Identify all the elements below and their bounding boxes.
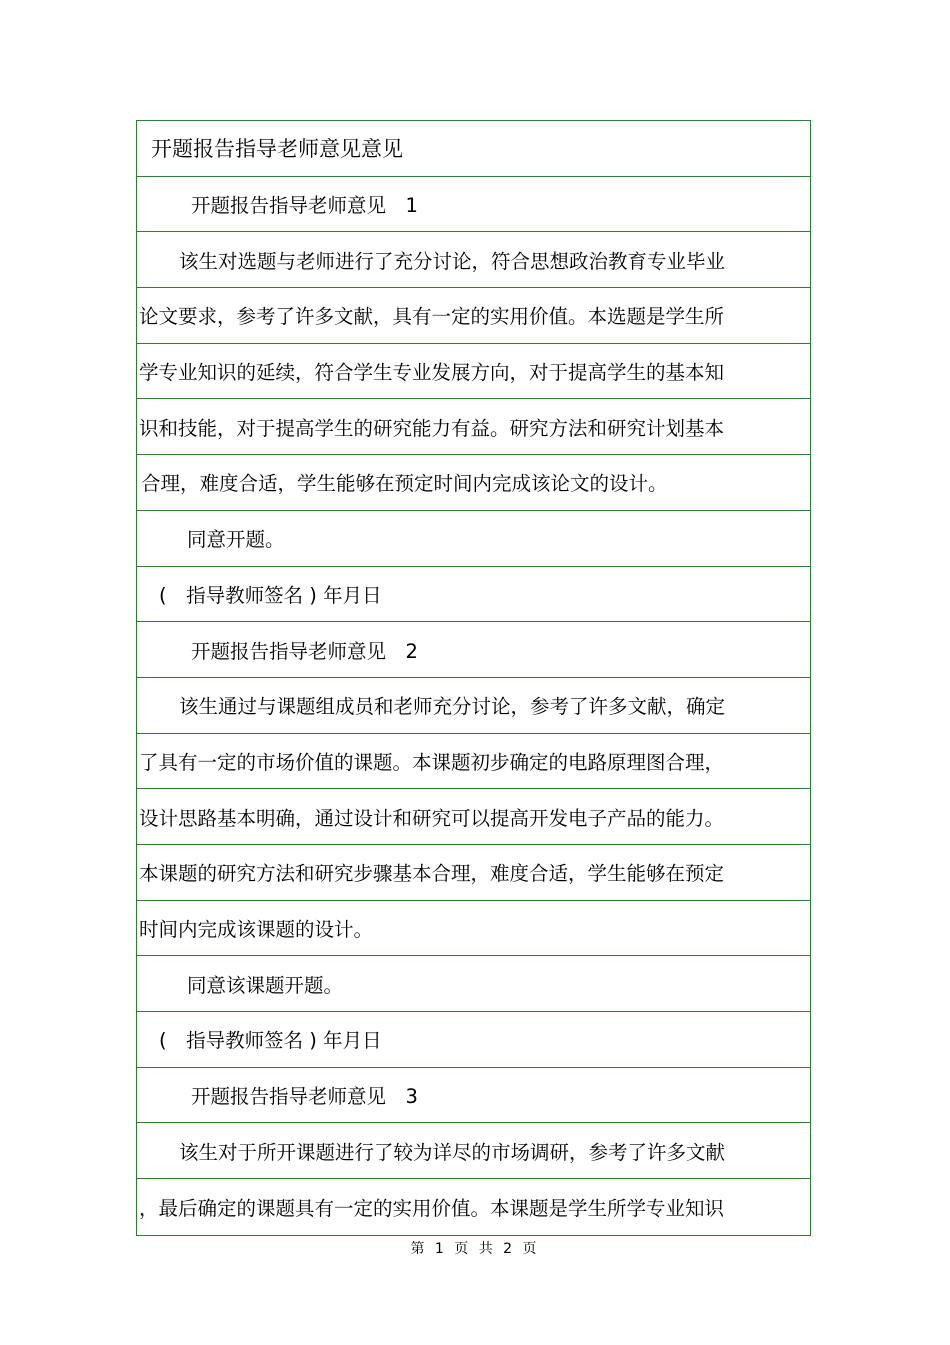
signature-line: ( 指导教师签名 ) 年月日 [159, 1029, 382, 1053]
paragraph-line: 该生对选题与老师进行了充分讨论，符合思想政治教育专业毕业 [179, 249, 726, 273]
table-row [137, 622, 810, 678]
table-row [137, 956, 810, 1012]
paragraph-line: ，最后确定的课题具有一定的实用价值。本课题是学生所学专业知识 [139, 1196, 725, 1220]
table-row [137, 1012, 810, 1068]
paragraph-line: 合理，难度合适，学生能够在预定时间内完成该论文的设计。 [141, 472, 668, 496]
paragraph-line: 该生对于所开课题进行了较为详尽的市场调研，参考了许多文献 [179, 1140, 726, 1164]
agree-line: 同意该课题开题。 [187, 973, 344, 997]
paragraph-line: 本课题的研究方法和研究步骤基本合理，难度合适，学生能够在预定 [139, 862, 725, 886]
paragraph-line: 识和技能，对于提高学生的研究能力有益。研究方法和研究计划基本 [139, 416, 725, 440]
table-row [137, 511, 810, 567]
table-row [137, 455, 810, 511]
table-row [137, 901, 810, 957]
page-number-label: 第 1 页 共 2 页 [410, 1241, 540, 1257]
section-heading-3: 开题报告指导老师意见 3 [191, 1085, 418, 1109]
table-row [137, 678, 810, 734]
paragraph-line: 学专业知识的延续，符合学生专业发展方向，对于提高学生的基本知 [139, 361, 725, 385]
agree-line: 同意开题。 [187, 528, 285, 552]
table-row [137, 1068, 810, 1124]
table-row [137, 232, 810, 288]
paragraph-line: 时间内完成该课题的设计。 [139, 917, 374, 941]
paragraph-line: 了具有一定的市场价值的课题。本课题初步确定的电路原理图合理， [139, 750, 725, 774]
table-row [137, 177, 810, 233]
signature-line: ( 指导教师签名 ) 年月日 [159, 583, 382, 607]
paragraph-line: 该生通过与课题组成员和老师充分讨论，参考了许多文献，确定 [179, 695, 726, 719]
table-row [137, 399, 810, 455]
paragraph-line: 论文要求，参考了许多文献，具有一定的实用价值。本选题是学生所 [139, 305, 725, 329]
document-table [136, 120, 811, 1236]
table-row [137, 1123, 810, 1179]
table-row [137, 789, 810, 845]
document-title [137, 121, 810, 177]
section-heading-1: 开题报告指导老师意见 1 [191, 194, 418, 218]
page-footer [0, 1238, 950, 1258]
section-heading-2: 开题报告指导老师意见 2 [191, 639, 418, 663]
document-title-text: 开题报告指导老师意见意见 [151, 137, 403, 162]
table-row [137, 845, 810, 901]
table-row [137, 288, 810, 344]
table-row [137, 567, 810, 623]
paragraph-line: 设计思路基本明确，通过设计和研究可以提高开发电子产品的能力。 [139, 806, 725, 830]
table-row [137, 1179, 810, 1235]
table-row [137, 344, 810, 400]
table-row [137, 734, 810, 790]
